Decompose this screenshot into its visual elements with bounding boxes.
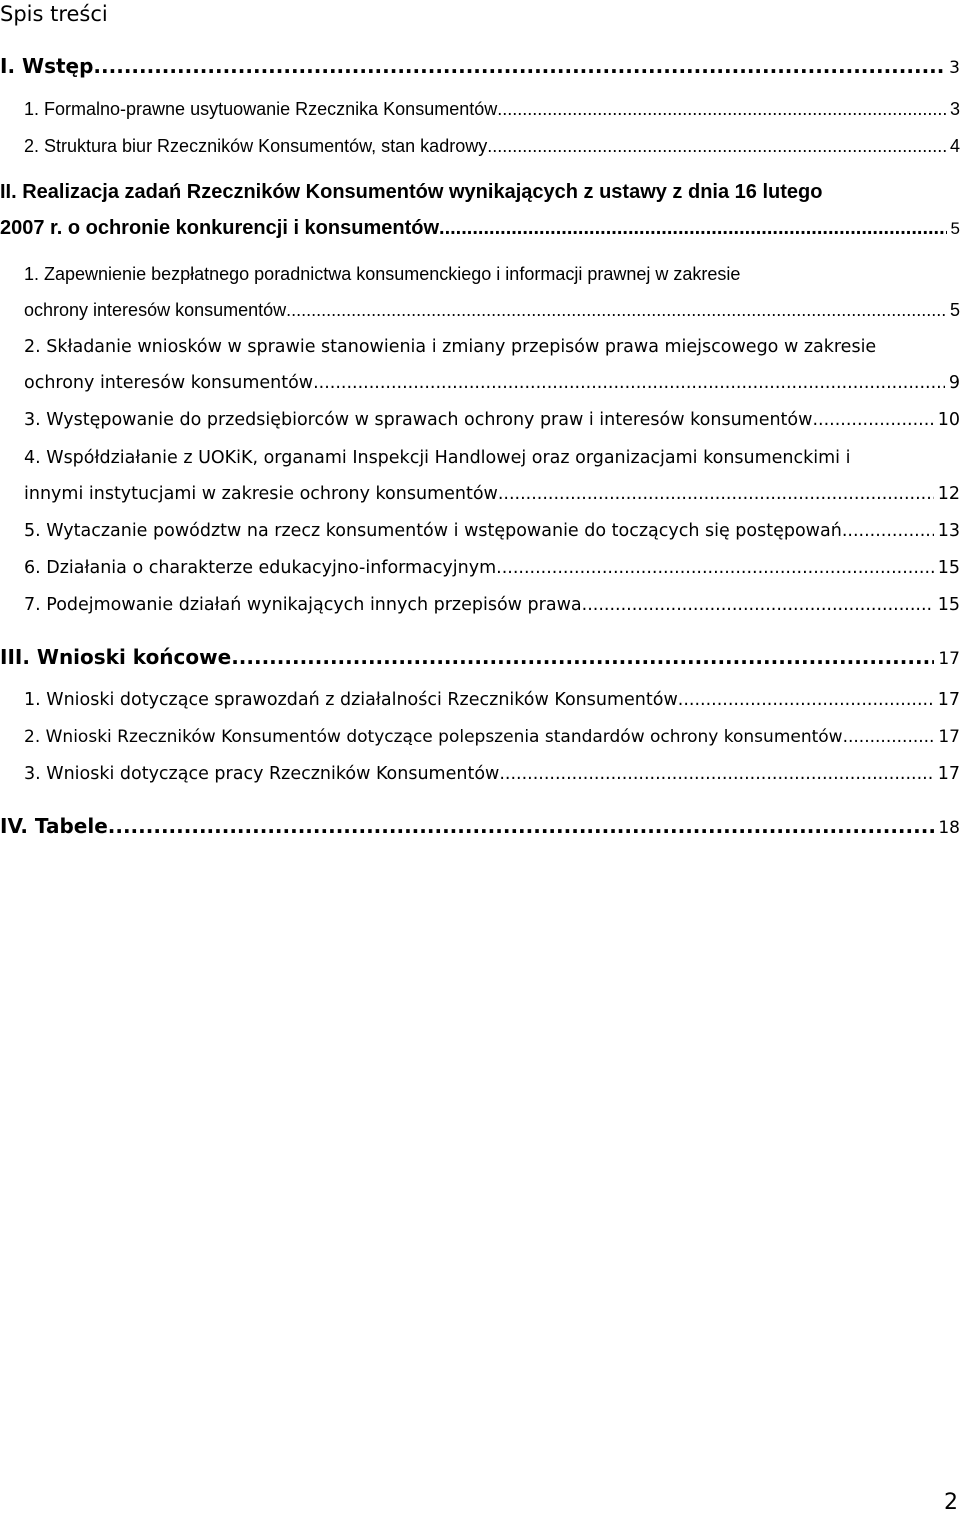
toc-entry-3-2[interactable] xyxy=(24,724,960,750)
toc-entry-text: 7. Podejmowanie działań wynikających innych przepisów prawa xyxy=(24,595,582,615)
dot-leader xyxy=(812,407,933,433)
toc-entry-section-4[interactable] xyxy=(0,812,960,842)
toc-entry-2-7[interactable] xyxy=(24,592,960,618)
dot-leader xyxy=(496,555,934,581)
dot-leader xyxy=(499,761,933,787)
toc-entry-text: 2. Struktura biur Rzeczników Konsumentów, stan kadrowy xyxy=(24,136,488,156)
toc-entry-text: 3. Występowanie do przedsiębiorców w sprawach ochrony praw i interesów konsumentów xyxy=(24,410,813,430)
toc-page-number: 5 xyxy=(950,219,960,238)
dot-leader xyxy=(842,518,934,544)
toc-entry-text: I. Wstęp xyxy=(0,54,94,78)
toc-page-number: 17 xyxy=(938,649,960,669)
toc-entry-text: 4. Współdziałanie z UOKiK, organami Inspekcji Handlowej oraz organizacjami konsumenckimi i xyxy=(24,448,851,468)
dot-leader xyxy=(93,52,945,80)
toc-page-number: 10 xyxy=(937,410,960,430)
toc-page-number: 17 xyxy=(938,727,960,747)
toc-page-number: 15 xyxy=(937,558,960,578)
toc-entry-text: 1. Wnioski dotyczące sprawozdań z działalności Rzeczników Konsumentów xyxy=(24,690,678,710)
toc-page-number: 13 xyxy=(937,521,960,541)
toc-entry-text: 5. Wytaczanie powództw na rzecz konsumentów i wstępowanie do toczących się postępowań xyxy=(24,521,842,541)
toc-entry-text: III. Wnioski końcowe xyxy=(0,645,232,669)
toc-entry-text: 2. Składanie wniosków w sprawie stanowienia i zmiany przepisów prawa miejscowego w zakresie xyxy=(24,337,877,357)
toc-entry-text: 2. Wnioski Rzeczników Konsumentów dotyczące polepszenia standardów ochrony konsumentów xyxy=(24,727,843,747)
toc-page-number: 18 xyxy=(938,818,960,838)
dot-leader xyxy=(678,687,934,713)
page-number: 2 xyxy=(944,1490,958,1515)
dot-leader xyxy=(843,724,935,750)
dot-leader xyxy=(497,96,946,122)
dot-leader xyxy=(439,214,947,242)
toc-entry-section-2-line2[interactable] xyxy=(0,214,960,243)
toc-entry-3-1[interactable] xyxy=(24,687,960,713)
toc-entry-2-5[interactable] xyxy=(24,518,960,544)
toc-entry-2-1-line2[interactable] xyxy=(24,297,960,323)
toc-entry-text: II. Realizacja zadań Rzeczników Konsumentów wynikających z ustawy z dnia 16 lutego xyxy=(0,181,823,203)
dot-leader xyxy=(108,812,935,840)
toc-entry-text-continued: innymi instytucjami w zakresie ochrony konsumentów xyxy=(24,484,498,504)
toc-entry-text: 3. Wnioski dotyczące pracy Rzeczników Konsumentów xyxy=(24,764,500,784)
toc-page-number: 17 xyxy=(937,690,960,710)
dot-leader xyxy=(286,297,946,323)
toc-entry-section-3[interactable] xyxy=(0,643,960,673)
toc-page-number: 3 xyxy=(949,99,960,119)
dot-leader xyxy=(231,643,934,671)
toc-entry-text: 1. Zapewnienie bezpłatnego poradnictwa konsumenckiego i informacji prawnej w zakresie xyxy=(24,264,741,284)
toc-page-number: 4 xyxy=(949,136,960,156)
dot-leader xyxy=(313,370,945,396)
toc-page-number: 15 xyxy=(937,595,960,615)
toc-page-number: 3 xyxy=(949,58,960,78)
toc-page-number: 12 xyxy=(937,484,960,504)
toc-entry-2-1-line1[interactable] xyxy=(24,261,960,287)
toc-entry-2-3[interactable] xyxy=(24,407,960,433)
toc-entry-2-4-line1[interactable] xyxy=(24,445,960,471)
dot-leader xyxy=(582,592,934,618)
toc-entry-3-3[interactable] xyxy=(24,761,960,787)
toc-entry-text-continued: ochrony interesów konsumentów xyxy=(24,373,314,393)
toc-entry-section-2-line1[interactable] xyxy=(0,178,960,206)
toc-entry-1-2[interactable] xyxy=(24,133,960,159)
toc-entry-text-continued: ochrony interesów konsumentów xyxy=(24,300,287,320)
toc-entry-2-2-line2[interactable] xyxy=(24,370,960,396)
toc-entry-text-continued: 2007 r. o ochronie konkurencji i konsumentów xyxy=(0,217,440,239)
toc-entry-2-2-line1[interactable] xyxy=(24,334,960,360)
toc-entry-1-1[interactable] xyxy=(24,96,960,122)
toc-entry-text: IV. Tabele xyxy=(0,814,108,838)
toc-entry-text: 6. Działania o charakterze edukacyjno-informacyjnym xyxy=(24,558,497,578)
toc-entry-section-1[interactable] xyxy=(0,52,960,82)
toc-heading: Spis treści xyxy=(0,2,108,26)
toc-page-number: 5 xyxy=(949,300,960,320)
dot-leader xyxy=(498,481,934,507)
toc-entry-2-4-line2[interactable] xyxy=(24,481,960,507)
toc-entry-2-6[interactable] xyxy=(24,555,960,581)
toc-page-number: 17 xyxy=(937,764,960,784)
dot-leader xyxy=(487,133,946,159)
toc-page-number: 9 xyxy=(948,373,960,393)
toc-entry-text: 1. Formalno-prawne usytuowanie Rzecznika Konsumentów xyxy=(24,99,498,119)
